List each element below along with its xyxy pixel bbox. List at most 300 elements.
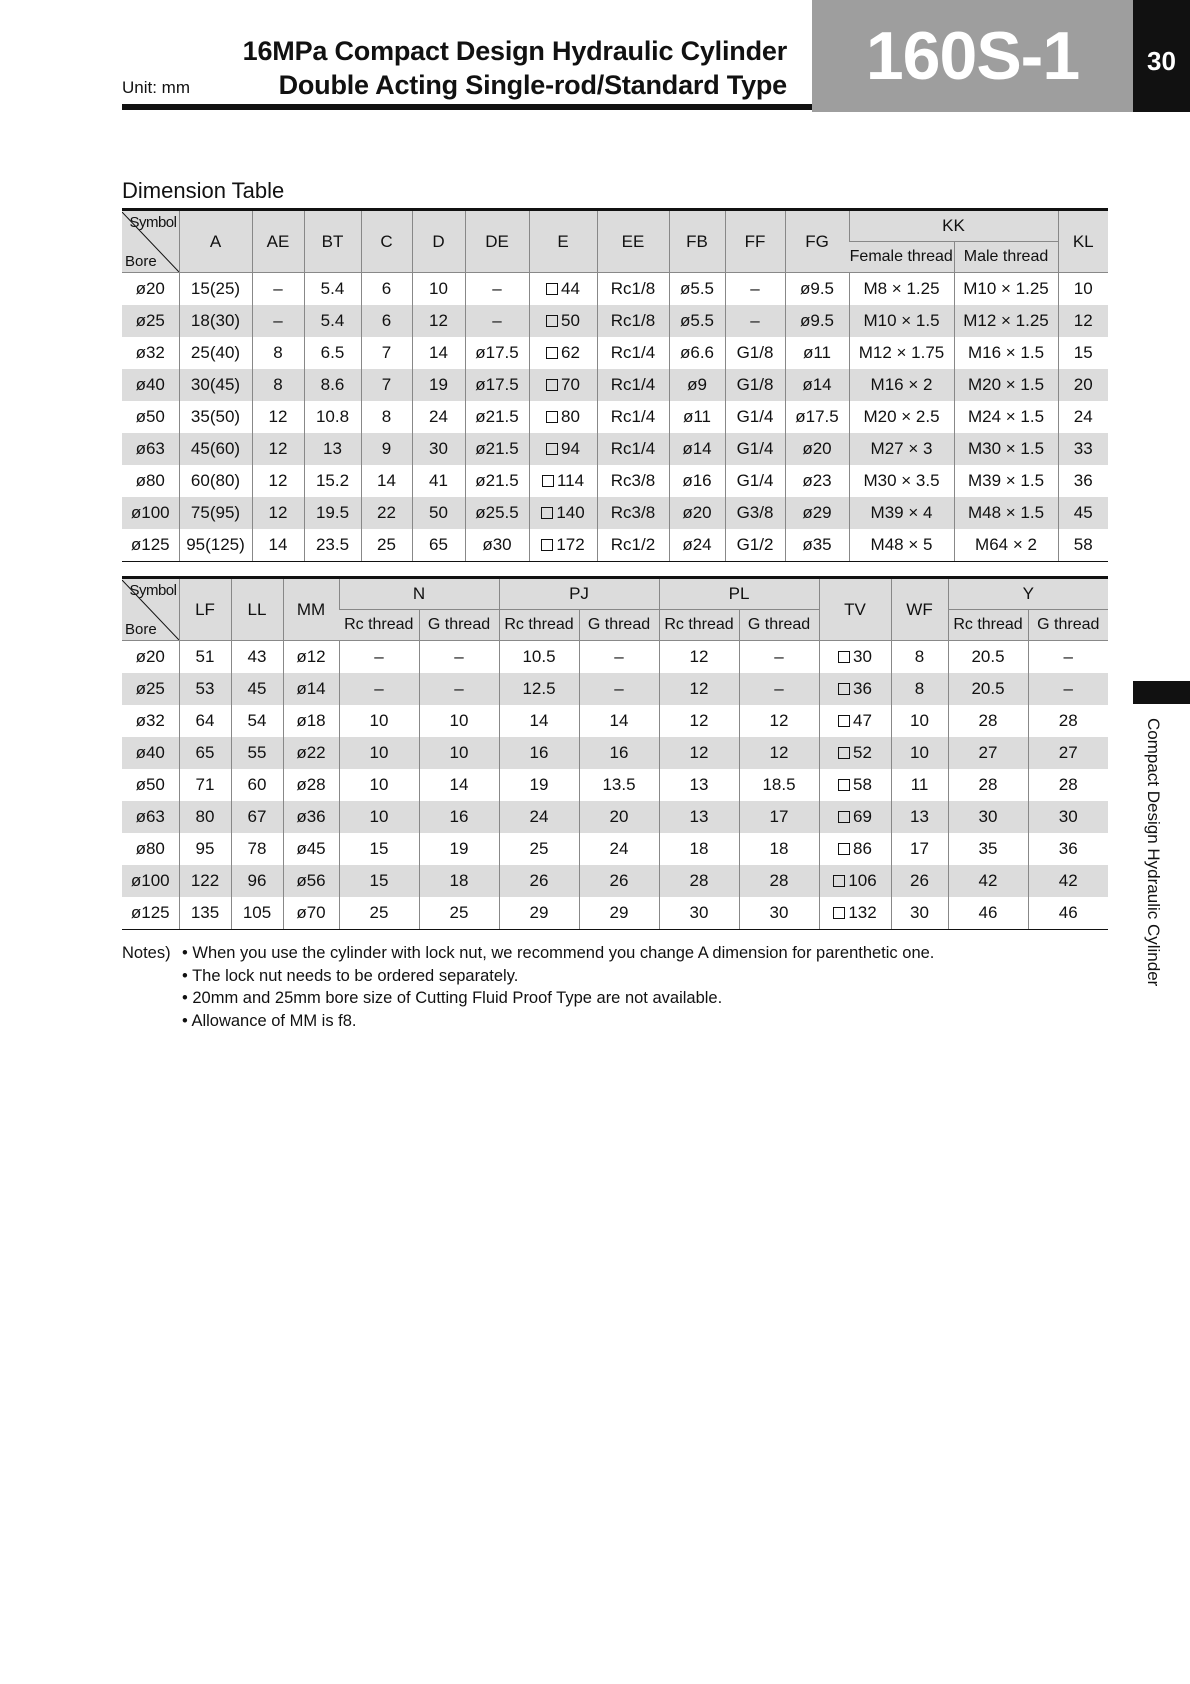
table-cell: 27 — [1028, 737, 1108, 769]
table-cell: 67 — [231, 801, 283, 833]
bore-cell: ø32 — [135, 343, 165, 362]
col-header: FB — [669, 210, 725, 273]
table-cell: 18 — [419, 865, 499, 897]
table-row — [122, 833, 1108, 865]
table-cell: 13 — [659, 769, 739, 801]
corner-symbol-label: Symbol — [129, 213, 177, 231]
table-cell: 45 — [231, 673, 283, 705]
table-cell: M10 × 1.5 — [849, 305, 954, 337]
table-cell: Rc1/4 — [597, 401, 669, 433]
table-cell: 15 — [339, 833, 419, 865]
square-symbol-icon — [833, 875, 845, 887]
table-cell — [819, 897, 891, 930]
table-cell — [529, 273, 597, 306]
page-number: 30 — [1133, 0, 1190, 112]
corner-header — [122, 210, 179, 273]
bore-cell: ø40 — [122, 369, 179, 401]
table-cell: 45 — [1058, 497, 1108, 529]
square-symbol-icon — [546, 443, 558, 455]
col-header: D — [412, 210, 465, 273]
table-cell: – — [1028, 641, 1108, 674]
table-cell: 8.6 — [304, 369, 361, 401]
table-cell: 51 — [179, 641, 231, 674]
table-cell: 14 — [412, 337, 465, 369]
table-cell: G3/8 — [725, 497, 785, 529]
square-symbol-icon — [838, 811, 850, 823]
table-cell: 12 — [659, 641, 739, 674]
table-cell: 16 — [419, 801, 499, 833]
bore-cell: ø50 — [135, 775, 165, 794]
table-cell: 30 — [948, 801, 1028, 833]
table-cell: ø17.5 — [465, 369, 529, 401]
bore-cell: ø40 — [122, 737, 179, 769]
table-cell: 26 — [891, 865, 948, 897]
bore-cell: ø25 — [122, 305, 179, 337]
table-cell: – — [419, 673, 499, 705]
note-item: • Allowance of MM is f8. — [182, 1010, 934, 1033]
table-cell: 18(30) — [179, 305, 252, 337]
table-cell: – — [579, 641, 659, 674]
table-cell: M12 × 1.25 — [954, 305, 1058, 337]
table-cell: 12 — [252, 497, 304, 529]
table-cell: 10 — [339, 705, 419, 737]
cell-value: 44 — [561, 279, 580, 298]
col-header: LL — [231, 578, 283, 641]
bore-cell: ø25 — [122, 673, 179, 705]
table-cell: 28 — [1028, 769, 1108, 801]
table-cell: 60 — [231, 769, 283, 801]
cell-value: 140 — [556, 503, 585, 522]
notes-label: Notes) — [122, 944, 171, 962]
square-symbol-icon — [541, 507, 553, 519]
table-cell: 28 — [1028, 705, 1108, 737]
cell-value: 86 — [853, 839, 872, 858]
table-cell: 6.5 — [304, 337, 361, 369]
table-cell: ø9.5 — [785, 305, 849, 337]
table-cell: 12 — [739, 705, 819, 737]
sub-header: Male thread — [954, 242, 1058, 273]
bore-cell: ø20 — [135, 647, 165, 666]
table-cell: 16 — [579, 737, 659, 769]
col-header-group: N — [339, 578, 499, 610]
table-cell: 30(45) — [179, 369, 252, 401]
square-symbol-icon — [546, 347, 558, 359]
table-cell — [529, 465, 597, 497]
table-cell: M48 × 1.5 — [954, 497, 1058, 529]
table-cell: ø9 — [669, 369, 725, 401]
table-cell: 28 — [739, 865, 819, 897]
table-cell — [529, 337, 597, 369]
square-symbol-icon — [838, 843, 850, 855]
table-cell: 10 — [891, 705, 948, 737]
cell-value: 62 — [561, 343, 580, 362]
col-header: TV — [819, 578, 891, 641]
table-cell: G1/4 — [725, 401, 785, 433]
table-cell — [529, 529, 597, 562]
table-cell: – — [1028, 673, 1108, 705]
col-header: DE — [465, 210, 529, 273]
table-cell: 46 — [1028, 897, 1108, 930]
table-cell: – — [465, 273, 529, 306]
table-cell: 6 — [361, 273, 412, 306]
table-cell: M16 × 2 — [849, 369, 954, 401]
table-cell: 30 — [891, 897, 948, 930]
table-cell: 30 — [659, 897, 739, 930]
table-row — [122, 737, 1108, 769]
table-cell: 14 — [252, 529, 304, 562]
table-cell: 16 — [499, 737, 579, 769]
bore-cell: ø63 — [122, 801, 179, 833]
table-cell — [819, 833, 891, 865]
table-cell: 27 — [948, 737, 1028, 769]
table-cell: 95(125) — [179, 529, 252, 562]
sub-header: Female thread — [849, 242, 954, 273]
table-cell: 11 — [891, 769, 948, 801]
table-cell: 18 — [659, 833, 739, 865]
table-cell: ø12 — [283, 641, 339, 674]
table-cell: 122 — [179, 865, 231, 897]
table-cell: 20.5 — [948, 673, 1028, 705]
table-cell: ø20 — [669, 497, 725, 529]
note-item: • When you use the cylinder with lock nut, we recommend you change A dimension for parenthetic one. — [182, 942, 934, 965]
table-row — [122, 273, 1108, 306]
table-cell: ø70 — [283, 897, 339, 930]
table-cell: 12 — [739, 737, 819, 769]
table-cell: ø22 — [283, 737, 339, 769]
square-symbol-icon — [546, 315, 558, 327]
sub-header: G thread — [419, 610, 499, 641]
table-cell: 5.4 — [304, 305, 361, 337]
col-header-group: PL — [659, 578, 819, 610]
cell-value: 47 — [853, 711, 872, 730]
table-cell: 50 — [412, 497, 465, 529]
table-cell: ø28 — [283, 769, 339, 801]
cell-value: 114 — [556, 471, 585, 490]
table-cell: ø5.5 — [669, 305, 725, 337]
cell-value: 172 — [556, 535, 585, 554]
model-badge: 160S-1 — [812, 0, 1133, 112]
table-cell — [819, 641, 891, 674]
table-cell: G1/8 — [725, 369, 785, 401]
table-cell: ø25.5 — [465, 497, 529, 529]
col-header: A — [179, 210, 252, 273]
table-cell: M24 × 1.5 — [954, 401, 1058, 433]
table-cell: G1/2 — [725, 529, 785, 562]
side-tab-bar — [1133, 681, 1190, 704]
table-cell: 10 — [339, 769, 419, 801]
table-cell: – — [725, 273, 785, 306]
page-title — [200, 34, 787, 102]
table-cell: 15 — [339, 865, 419, 897]
table-cell — [819, 865, 891, 897]
table-cell: Rc1/4 — [597, 337, 669, 369]
table-cell: Rc3/8 — [597, 497, 669, 529]
table-cell: ø14 — [283, 673, 339, 705]
table-cell: 14 — [579, 705, 659, 737]
cell-value: 52 — [853, 743, 872, 762]
table-cell: 14 — [361, 465, 412, 497]
table-row — [122, 705, 1108, 737]
table-cell: 13 — [659, 801, 739, 833]
table-cell: M27 × 3 — [849, 433, 954, 465]
note-item: • The lock nut needs to be ordered separately. — [182, 965, 934, 988]
table-cell — [819, 769, 891, 801]
table-row — [122, 801, 1108, 833]
table-row — [122, 897, 1108, 930]
table-cell: 42 — [948, 865, 1028, 897]
square-symbol-icon — [838, 779, 850, 791]
table-cell: ø23 — [785, 465, 849, 497]
table-cell: ø6.6 — [669, 337, 725, 369]
bore-cell: ø125 — [122, 529, 179, 562]
table-cell: M64 × 2 — [954, 529, 1058, 562]
table-cell: M12 × 1.75 — [849, 337, 954, 369]
square-symbol-icon — [541, 539, 553, 551]
table-cell: 10 — [1058, 273, 1108, 306]
table-cell: M39 × 1.5 — [954, 465, 1058, 497]
square-symbol-icon — [542, 475, 554, 487]
table-cell: 65 — [179, 737, 231, 769]
table-cell: – — [419, 641, 499, 674]
table-cell: 5.4 — [304, 273, 361, 306]
table-cell: 23.5 — [304, 529, 361, 562]
table-cell: 22 — [361, 497, 412, 529]
table-row — [122, 369, 1108, 401]
table-cell: 29 — [499, 897, 579, 930]
corner-symbol-label: Symbol — [129, 581, 177, 599]
bore-cell: ø63 — [122, 433, 179, 465]
bore-cell: ø80 — [135, 839, 165, 858]
table-cell: 24 — [412, 401, 465, 433]
table-cell: 30 — [1028, 801, 1108, 833]
col-header: MM — [283, 578, 339, 641]
table-cell: 14 — [419, 769, 499, 801]
table-row — [122, 433, 1108, 465]
sub-header: Rc thread — [339, 610, 419, 641]
table-cell: 30 — [412, 433, 465, 465]
table-cell: Rc3/8 — [597, 465, 669, 497]
col-header: BT — [304, 210, 361, 273]
col-header: KL — [1058, 210, 1108, 273]
col-header: EE — [597, 210, 669, 273]
table-cell: 14 — [499, 705, 579, 737]
bore-cell: ø125 — [122, 897, 179, 930]
table-cell: 12 — [252, 401, 304, 433]
table-cell: – — [252, 273, 304, 306]
table-cell: ø14 — [785, 369, 849, 401]
table-cell: 10 — [419, 705, 499, 737]
table-cell: ø21.5 — [465, 465, 529, 497]
notes-list — [122, 942, 934, 1032]
table-cell: 54 — [231, 705, 283, 737]
table-cell: 10 — [891, 737, 948, 769]
table-cell: 30 — [739, 897, 819, 930]
table-row — [122, 497, 1108, 529]
cell-value: 80 — [561, 407, 580, 426]
table-cell: 33 — [1058, 433, 1108, 465]
square-symbol-icon — [838, 683, 850, 695]
table-cell: 12 — [412, 305, 465, 337]
note-item: • 20mm and 25mm bore size of Cutting Fluid Proof Type are not available. — [182, 987, 934, 1010]
table-cell: 53 — [179, 673, 231, 705]
table-cell: 25 — [499, 833, 579, 865]
bore-cell: ø32 — [135, 711, 165, 730]
table-cell: 20 — [579, 801, 659, 833]
table-cell: ø56 — [283, 865, 339, 897]
col-header: FF — [725, 210, 785, 273]
table-cell: 12.5 — [499, 673, 579, 705]
table-cell: 10 — [339, 801, 419, 833]
table-cell: 8 — [891, 673, 948, 705]
table-cell: 24 — [499, 801, 579, 833]
table-cell: ø5.5 — [669, 273, 725, 306]
table-cell: 43 — [231, 641, 283, 674]
table-cell: – — [739, 673, 819, 705]
table-cell: 12 — [1058, 305, 1108, 337]
title-line-2: Double Acting Single-rod/Standard Type — [278, 70, 787, 100]
table-row — [122, 769, 1108, 801]
table-cell: 41 — [412, 465, 465, 497]
table-cell: 18 — [739, 833, 819, 865]
table-cell: – — [339, 641, 419, 674]
table-cell: M16 × 1.5 — [954, 337, 1058, 369]
corner-bore-label: Bore — [125, 620, 157, 638]
table-cell: Rc1/8 — [597, 273, 669, 306]
bore-cell: ø100 — [122, 497, 179, 529]
table-cell: 19 — [412, 369, 465, 401]
table-cell: 35(50) — [179, 401, 252, 433]
bore-cell: ø20 — [135, 279, 165, 298]
table-cell: 15 — [1058, 337, 1108, 369]
table-cell: 60(80) — [179, 465, 252, 497]
bore-cell: ø100 — [122, 865, 179, 897]
table-cell — [529, 497, 597, 529]
table-cell: 8 — [891, 641, 948, 674]
table-cell: 15.2 — [304, 465, 361, 497]
table-cell: 65 — [412, 529, 465, 562]
table-cell: M30 × 3.5 — [849, 465, 954, 497]
table-cell: 10.8 — [304, 401, 361, 433]
table-cell: M39 × 4 — [849, 497, 954, 529]
table-cell: ø18 — [283, 705, 339, 737]
table-row — [122, 865, 1108, 897]
cell-value: 36 — [853, 679, 872, 698]
table-cell: 19 — [419, 833, 499, 865]
table-cell: 36 — [1028, 833, 1108, 865]
table-cell: M20 × 1.5 — [954, 369, 1058, 401]
table-cell — [529, 401, 597, 433]
table-cell — [529, 305, 597, 337]
square-symbol-icon — [838, 747, 850, 759]
sub-header: Rc thread — [948, 610, 1028, 641]
cell-value: 50 — [561, 311, 580, 330]
square-symbol-icon — [833, 907, 845, 919]
table-cell: 10 — [412, 273, 465, 306]
table-cell: 71 — [179, 769, 231, 801]
sub-header: G thread — [579, 610, 659, 641]
corner-bore-label: Bore — [125, 252, 157, 270]
table-cell — [819, 801, 891, 833]
table-cell: 19.5 — [304, 497, 361, 529]
col-header-group: KK — [849, 210, 1058, 242]
table-cell: 17 — [739, 801, 819, 833]
col-header: E — [529, 210, 597, 273]
unit-label: Unit: mm — [122, 78, 190, 97]
table-cell: 26 — [579, 865, 659, 897]
table-cell: – — [252, 305, 304, 337]
table-cell — [819, 705, 891, 737]
table-cell: 28 — [948, 769, 1028, 801]
cell-value: 132 — [848, 903, 877, 922]
table-cell: ø17.5 — [465, 337, 529, 369]
table-cell: 8 — [361, 401, 412, 433]
cell-value: 70 — [561, 375, 580, 394]
table-cell: Rc1/4 — [597, 433, 669, 465]
table-cell: 7 — [361, 337, 412, 369]
table-cell: 26 — [499, 865, 579, 897]
table-cell: 17 — [891, 833, 948, 865]
title-rule — [122, 104, 812, 110]
table-cell: 7 — [361, 369, 412, 401]
table-cell: 58 — [1058, 529, 1108, 562]
table-cell: 25 — [361, 529, 412, 562]
table-cell: 12 — [659, 673, 739, 705]
table-cell: 12 — [252, 465, 304, 497]
table-cell: M30 × 1.5 — [954, 433, 1058, 465]
table-cell: 8 — [252, 369, 304, 401]
table-cell: 8 — [252, 337, 304, 369]
table-row — [122, 529, 1108, 562]
cell-value: 94 — [561, 439, 580, 458]
bore-cell: ø50 — [135, 407, 165, 426]
table-cell: 80 — [179, 801, 231, 833]
table-cell: 24 — [579, 833, 659, 865]
title-line-1: 16MPa Compact Design Hydraulic Cylinder — [242, 36, 787, 66]
table-cell: 13.5 — [579, 769, 659, 801]
table-cell: 9 — [361, 433, 412, 465]
dimension-table-1 — [122, 208, 1108, 562]
table-cell: 20 — [1058, 369, 1108, 401]
cell-value: 106 — [848, 871, 877, 890]
table-cell: 46 — [948, 897, 1028, 930]
table-cell: 35 — [948, 833, 1028, 865]
table-cell: ø17.5 — [785, 401, 849, 433]
table-cell: ø16 — [669, 465, 725, 497]
square-symbol-icon — [546, 283, 558, 295]
table-cell: 18.5 — [739, 769, 819, 801]
table-cell: ø21.5 — [465, 401, 529, 433]
table-cell: M8 × 1.25 — [849, 273, 954, 306]
col-header: LF — [179, 578, 231, 641]
table-row — [122, 337, 1108, 369]
table-cell: ø30 — [465, 529, 529, 562]
table-cell: 25 — [339, 897, 419, 930]
table-cell: Rc1/4 — [597, 369, 669, 401]
table-row — [122, 641, 1108, 674]
table-cell: 10.5 — [499, 641, 579, 674]
cell-value: 69 — [853, 807, 872, 826]
table-cell: 6 — [361, 305, 412, 337]
col-header: AE — [252, 210, 304, 273]
table-cell: 24 — [1058, 401, 1108, 433]
table-cell: – — [465, 305, 529, 337]
section-title: Dimension Table — [122, 178, 285, 203]
table-cell: 12 — [659, 737, 739, 769]
table-cell: 19 — [499, 769, 579, 801]
table-cell: ø14 — [669, 433, 725, 465]
table-cell: 95 — [179, 833, 231, 865]
table-cell: ø11 — [669, 401, 725, 433]
